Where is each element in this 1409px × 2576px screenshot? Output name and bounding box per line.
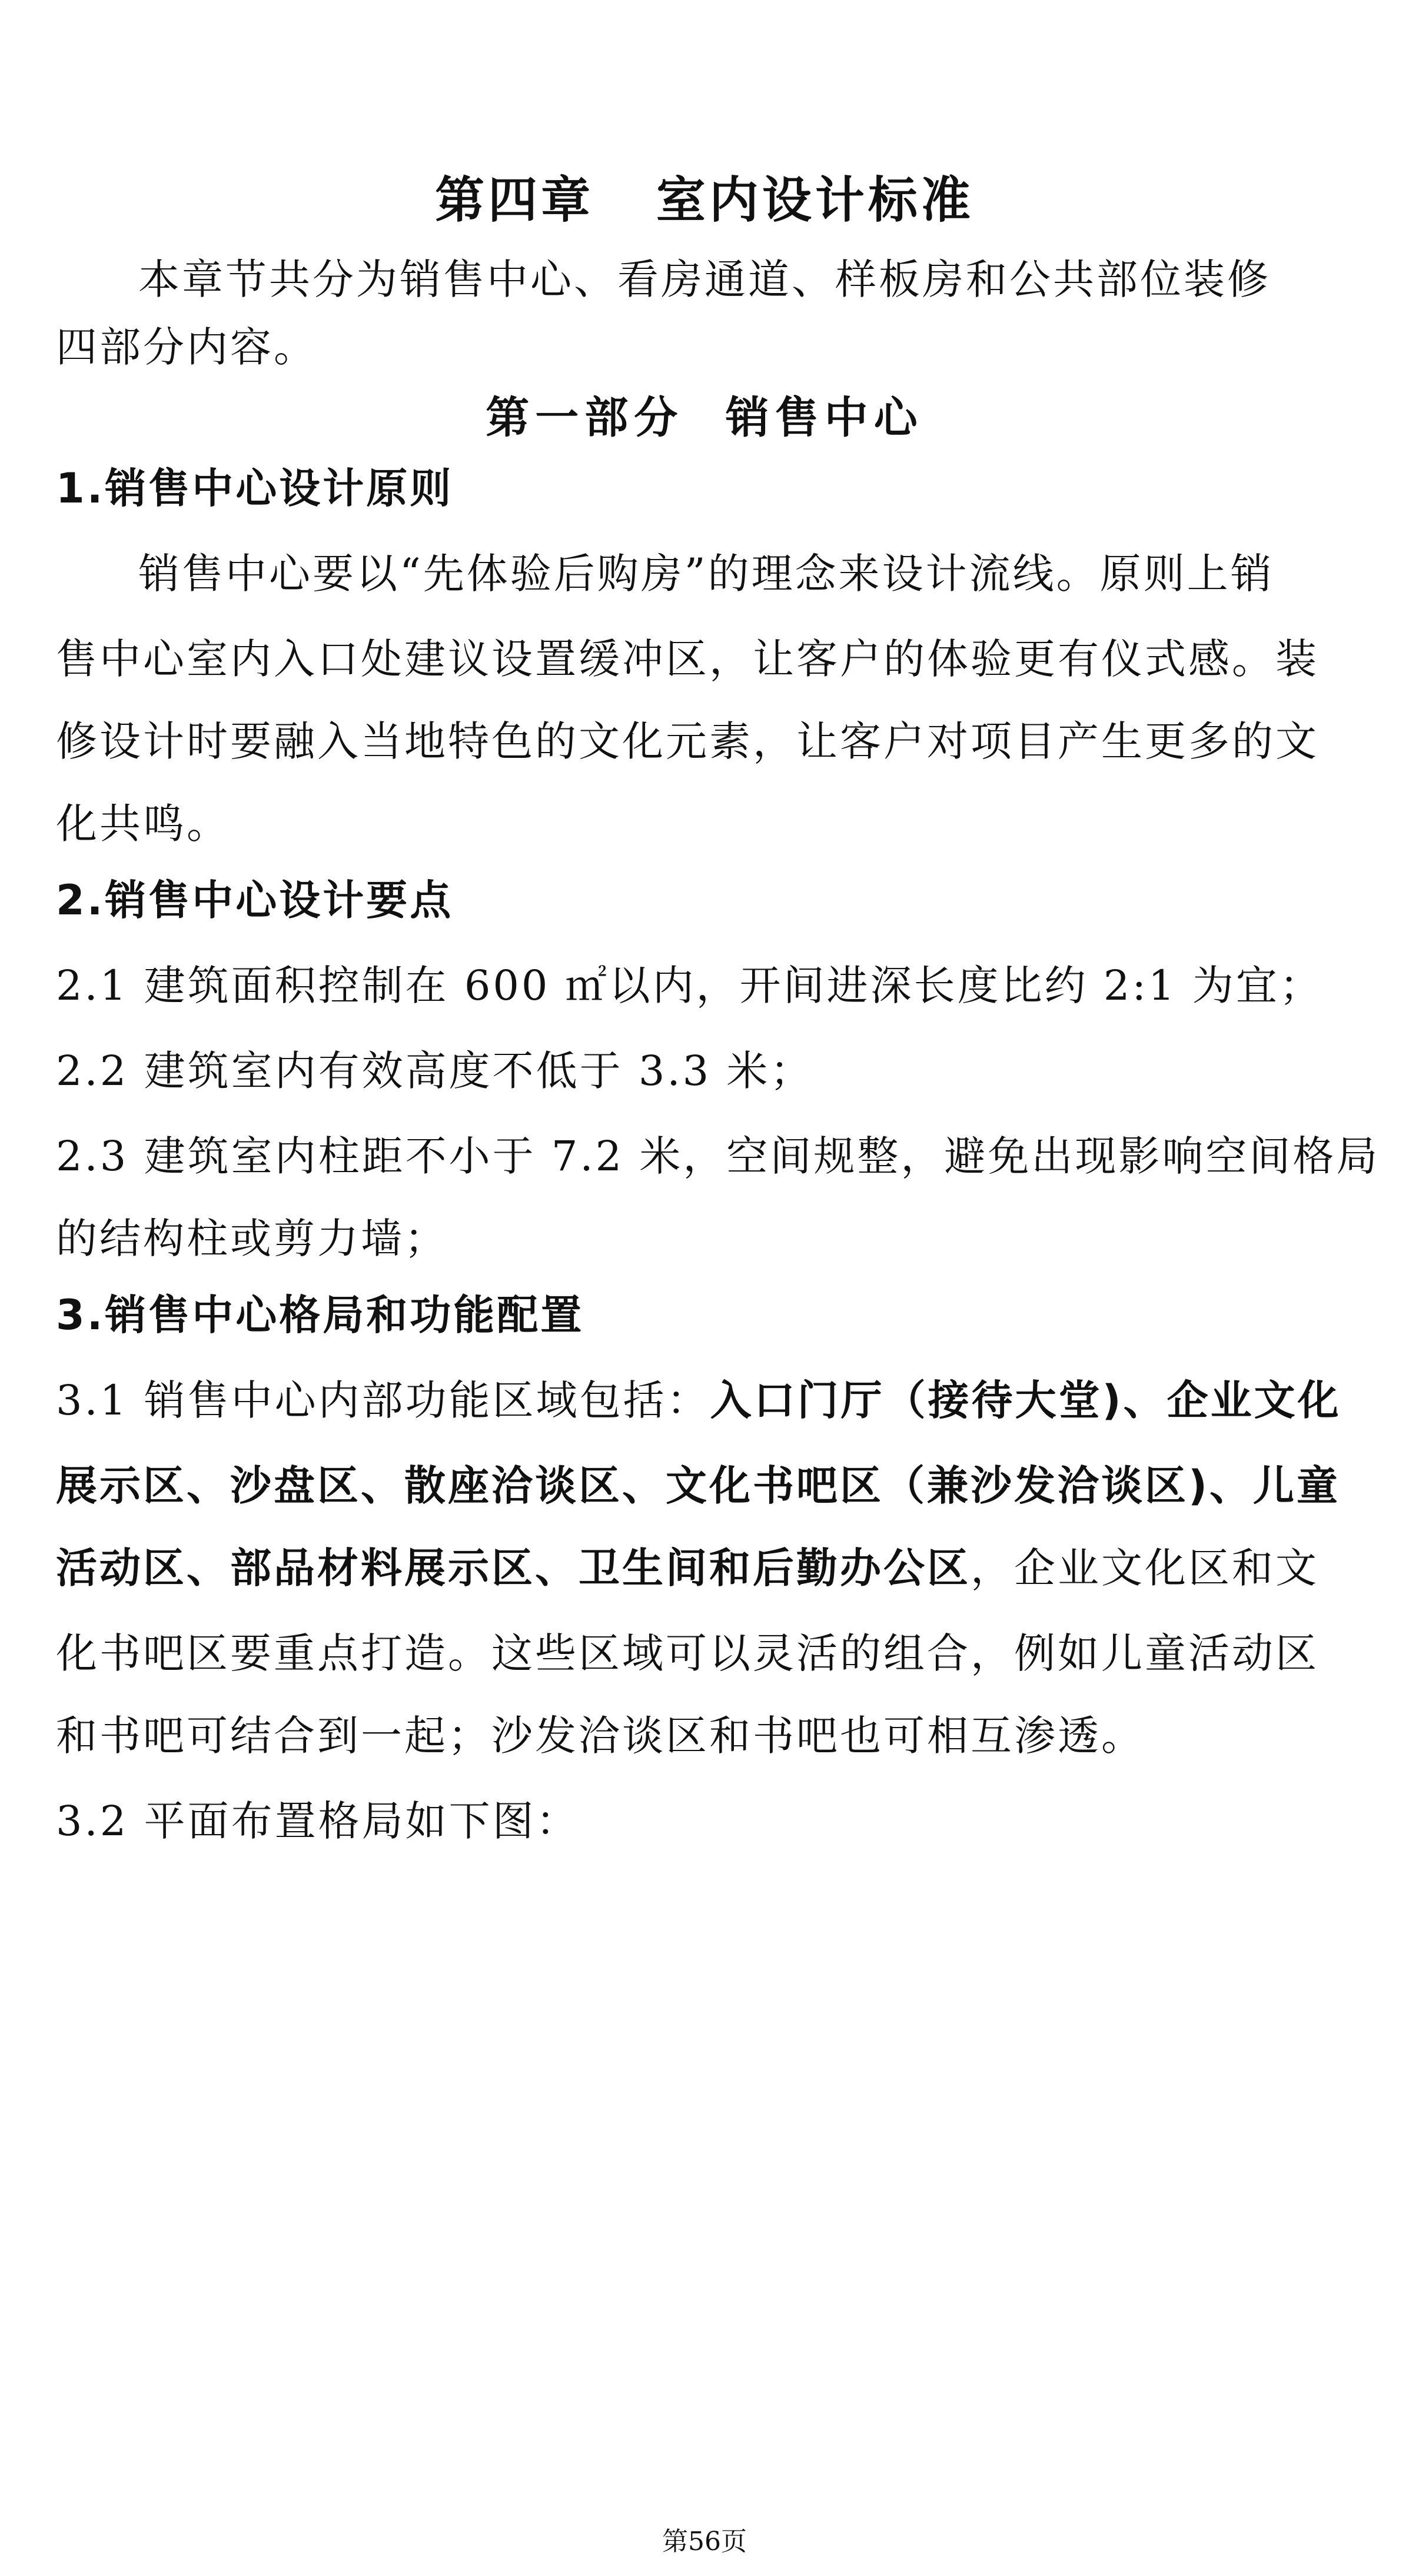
section-3-1-prefix: 3.1 销售中心内部功能区域包括： <box>56 1376 710 1425</box>
section-3-1-line-4: 化书吧区要重点打造。这些区域可以灵活的组合，例如儿童活动区 <box>56 1629 1319 1678</box>
section-2-item-2: 2.2 建筑室内有效高度不低于 3.3 米； <box>56 1047 814 1095</box>
section-2-heading: 2.销售中心设计要点 <box>56 876 454 924</box>
section-1-heading: 1.销售中心设计原则 <box>56 464 454 512</box>
section-1-para-line-1: 销售中心要以“先体验后购房”的理念来设计流线。原则上销 <box>138 550 1274 598</box>
chapter-title: 第四章 室内设计标准 <box>435 171 974 229</box>
section-3-1-line-5: 和书吧可结合到一起；沙发洽谈区和书吧也可相互渗透。 <box>56 1712 1145 1760</box>
section-3-1-line-3 <box>56 1539 1351 1597</box>
section-3-1-bold-3: 活动区、部品材料展示区、卫生间和后勤办公区 <box>56 1544 971 1592</box>
page-number: 第56页 <box>662 2527 747 2557</box>
section-1-para-line-3: 修设计时要融入当地特色的文化元素，让客户对项目产生更多的文 <box>56 717 1319 766</box>
section-3-1-line-2: 展示区、沙盘区、散座洽谈区、文化书吧区（兼沙发洽谈区)、儿童 <box>56 1462 1340 1510</box>
section-2-item-3-cont: 的结构柱或剪力墙； <box>56 1214 448 1263</box>
section-1-para-line-4: 化共鸣。 <box>56 800 230 848</box>
section-3-1-rest-3: ，企业文化区和文 <box>971 1544 1319 1592</box>
part-title: 第一部分 销售中心 <box>486 392 923 443</box>
section-2-item-1: 2.1 建筑面积控制在 600 ㎡以内，开间进深长度比约 2:1 为宜； <box>56 961 1323 1010</box>
section-3-1-bold-1: 入口门厅（接待大堂)、企业文化 <box>710 1376 1341 1425</box>
intro-line-1: 本章节共分为销售中心、看房通道、样板房和公共部位装修 <box>138 255 1271 304</box>
section-3-2-line: 3.2 平面布置格局如下图： <box>56 1797 580 1845</box>
section-2-item-3: 2.3 建筑室内柱距不小于 7.2 米，空间规整，避免出现影响空间格局 <box>56 1132 1380 1180</box>
section-3-1-line-1 <box>56 1371 1351 1430</box>
section-3-heading: 3.销售中心格局和功能配置 <box>56 1291 584 1339</box>
section-1-para-line-2: 售中心室内入口处建议设置缓冲区，让客户的体验更有仪式感。装 <box>56 635 1319 683</box>
intro-line-2: 四部分内容。 <box>56 323 317 371</box>
